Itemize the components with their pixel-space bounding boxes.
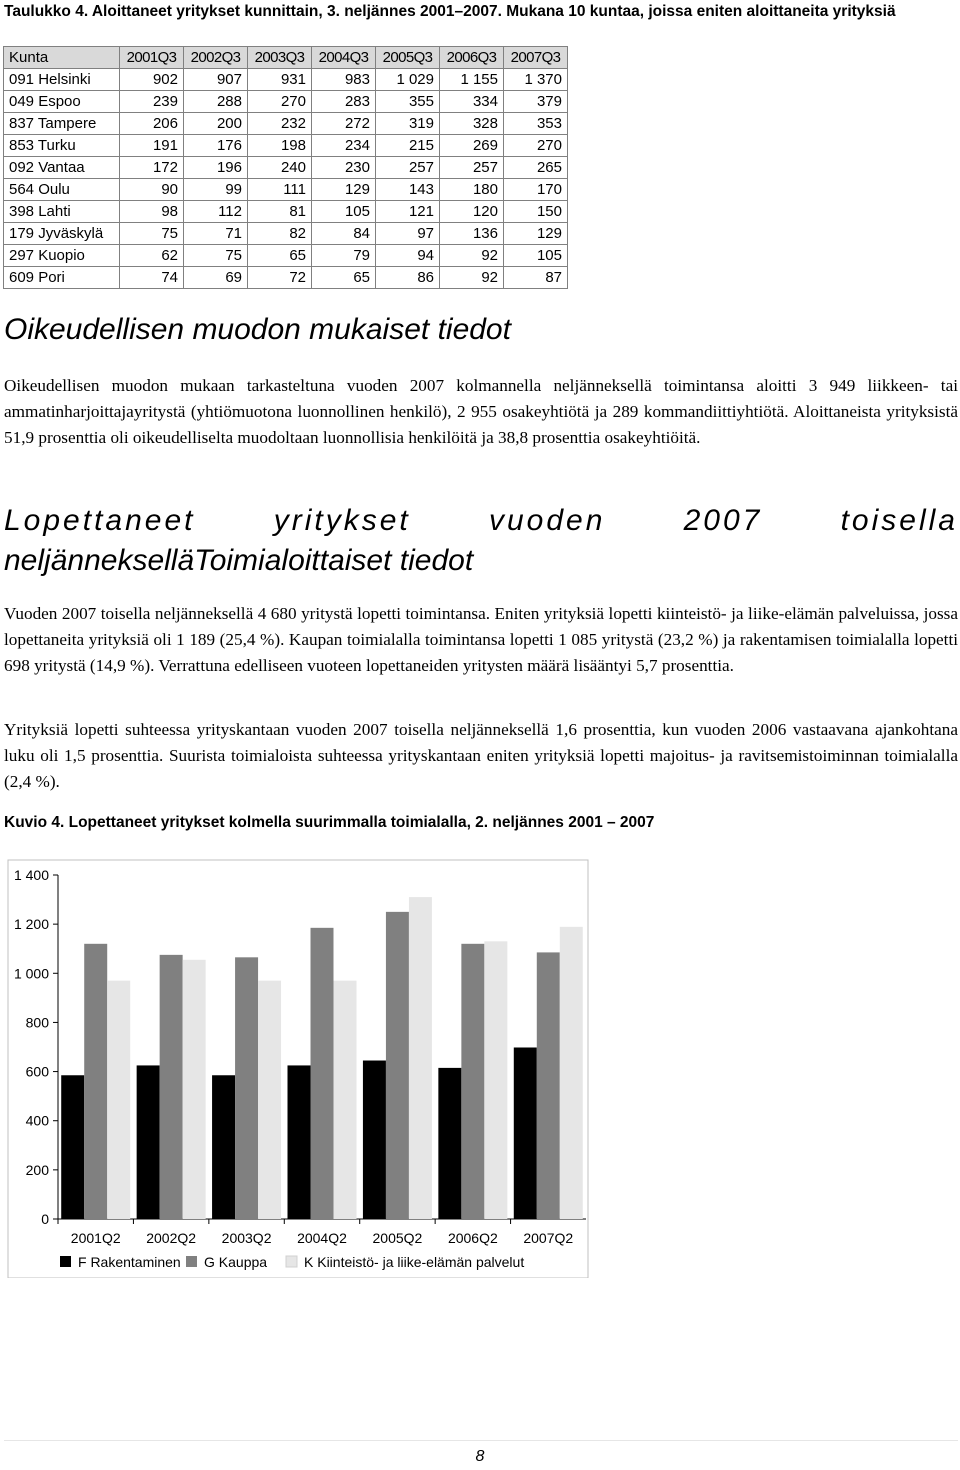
bar-real-estate-business bbox=[107, 981, 130, 1219]
value-cell: 257 bbox=[376, 157, 440, 179]
bar-real-estate-business bbox=[183, 960, 206, 1219]
municipality-cell: 609 Pori bbox=[4, 267, 120, 289]
value-cell: 170 bbox=[504, 179, 568, 201]
value-cell: 111 bbox=[248, 179, 312, 201]
value-cell: 319 bbox=[376, 113, 440, 135]
page-number: 8 bbox=[475, 1448, 485, 1465]
municipality-cell: 853 Turku bbox=[4, 135, 120, 157]
value-cell: 232 bbox=[248, 113, 312, 135]
value-cell: 92 bbox=[440, 245, 504, 267]
value-cell: 931 bbox=[248, 69, 312, 91]
x-tick-label: 2002Q2 bbox=[146, 1230, 197, 1246]
y-tick-label: 200 bbox=[25, 1161, 49, 1178]
value-cell: 353 bbox=[504, 113, 568, 135]
value-cell: 94 bbox=[376, 245, 440, 267]
column-header: 2005Q3 bbox=[376, 47, 440, 69]
bar-real-estate-business bbox=[409, 897, 432, 1219]
value-cell: 1 370 bbox=[504, 69, 568, 91]
value-cell: 200 bbox=[184, 113, 248, 135]
value-cell: 240 bbox=[248, 157, 312, 179]
value-cell: 112 bbox=[184, 201, 248, 223]
value-cell: 1 029 bbox=[376, 69, 440, 91]
value-cell: 257 bbox=[440, 157, 504, 179]
value-cell: 97 bbox=[376, 223, 440, 245]
value-cell: 65 bbox=[312, 267, 376, 289]
municipality-cell: 837 Tampere bbox=[4, 113, 120, 135]
y-tick-label: 1 200 bbox=[13, 916, 49, 933]
column-header: 2004Q3 bbox=[312, 47, 376, 69]
section-heading-closed-line1: Lopettaneet yritykset vuoden 2007 toisella bbox=[4, 504, 958, 537]
value-cell: 379 bbox=[504, 91, 568, 113]
value-cell: 328 bbox=[440, 113, 504, 135]
section-heading-legal-form: Oikeudellisen muodon mukaiset tiedot bbox=[4, 313, 511, 346]
value-cell: 283 bbox=[312, 91, 376, 113]
bar-real-estate-business bbox=[258, 981, 281, 1219]
x-tick-label: 2004Q2 bbox=[297, 1230, 347, 1246]
value-cell: 206 bbox=[120, 113, 184, 135]
value-cell: 86 bbox=[376, 267, 440, 289]
section-heading-closed-line2: neljännekselläToimialoittaiset tiedot bbox=[4, 544, 474, 577]
y-tick-label: 1 400 bbox=[13, 867, 49, 883]
value-cell: 239 bbox=[120, 91, 184, 113]
municipality-cell: 564 Oulu bbox=[4, 179, 120, 201]
bar-trade bbox=[386, 912, 409, 1219]
bar-construction bbox=[514, 1047, 537, 1219]
municipality-cell: 092 Vantaa bbox=[4, 157, 120, 179]
column-header: 2007Q3 bbox=[504, 47, 568, 69]
table-body bbox=[4, 69, 568, 289]
bar-trade bbox=[461, 944, 484, 1219]
value-cell: 69 bbox=[184, 267, 248, 289]
value-cell: 99 bbox=[184, 179, 248, 201]
paragraph-closed-1 bbox=[4, 601, 958, 679]
column-header: 2003Q3 bbox=[248, 47, 312, 69]
paragraph-text: Yrityksiä lopetti suhteessa yrityskantaan vuoden 2007 toisella neljänneksellä 1,6 prosenttia, kun vuoden 2006 vastaavana ajankohtana luku oli 1,5 prosenttia. Suurista toimialoista suhteessa yrityskantaan eniten yrityksiä lopetti majoitus- ja ravitsemistoiminnan toimialalla (2,4 %). bbox=[4, 720, 958, 791]
value-cell: 150 bbox=[504, 201, 568, 223]
bar-trade bbox=[160, 955, 183, 1219]
value-cell: 71 bbox=[184, 223, 248, 245]
value-cell: 79 bbox=[312, 245, 376, 267]
value-cell: 121 bbox=[376, 201, 440, 223]
value-cell: 355 bbox=[376, 91, 440, 113]
legend-label: F Rakentaminen bbox=[78, 1254, 181, 1270]
table-row bbox=[4, 179, 568, 201]
legend-label: G Kauppa bbox=[204, 1254, 268, 1270]
bar-construction bbox=[288, 1065, 311, 1219]
value-cell: 98 bbox=[120, 201, 184, 223]
value-cell: 1 155 bbox=[440, 69, 504, 91]
value-cell: 198 bbox=[248, 135, 312, 157]
legend-swatch bbox=[60, 1256, 71, 1267]
value-cell: 87 bbox=[504, 267, 568, 289]
table-row bbox=[4, 157, 568, 179]
municipality-table bbox=[3, 46, 568, 289]
value-cell: 288 bbox=[184, 91, 248, 113]
table-row bbox=[4, 135, 568, 157]
x-tick-label: 2003Q2 bbox=[221, 1230, 272, 1246]
value-cell: 81 bbox=[248, 201, 312, 223]
paragraph-text: Vuoden 2007 toisella neljänneksellä 4 680 yritystä lopetti toimintansa. Eniten yrityksiä lopetti kiinteistö- ja liike-elämän palveluissa, jossa lopettaneita yrityksiä oli 1 189 (25,4 %). Kaupan toimialalla toimintansa lopetti 1 085 yritystä (23,2 %) ja rakentamisen toimialalla lopetti 698 yritystä (14,9 %). Verrattuna edelliseen vuoteen lopettaneiden yritysten määrä lisääntyi 5,7 prosenttia. bbox=[4, 604, 958, 675]
y-tick-label: 800 bbox=[25, 1014, 49, 1031]
bar-real-estate-business bbox=[484, 941, 507, 1219]
value-cell: 230 bbox=[312, 157, 376, 179]
value-cell: 265 bbox=[504, 157, 568, 179]
value-cell: 62 bbox=[120, 245, 184, 267]
value-cell: 191 bbox=[120, 135, 184, 157]
bar-real-estate-business bbox=[560, 927, 583, 1219]
value-cell: 136 bbox=[440, 223, 504, 245]
y-tick-label: 1 000 bbox=[13, 965, 49, 982]
table-row bbox=[4, 245, 568, 267]
table-row bbox=[4, 91, 568, 113]
table-row bbox=[4, 113, 568, 135]
value-cell: 75 bbox=[120, 223, 184, 245]
column-header: Kunta bbox=[4, 47, 120, 69]
column-header: 2002Q3 bbox=[184, 47, 248, 69]
value-cell: 65 bbox=[248, 245, 312, 267]
table-row bbox=[4, 201, 568, 223]
table-row bbox=[4, 223, 568, 245]
bar-construction bbox=[363, 1061, 386, 1219]
paragraph-legal-form bbox=[4, 373, 958, 451]
value-cell: 272 bbox=[312, 113, 376, 135]
value-cell: 983 bbox=[312, 69, 376, 91]
value-cell: 129 bbox=[504, 223, 568, 245]
value-cell: 82 bbox=[248, 223, 312, 245]
closed-companies-bar-chart bbox=[0, 838, 960, 1278]
value-cell: 74 bbox=[120, 267, 184, 289]
value-cell: 84 bbox=[312, 223, 376, 245]
value-cell: 143 bbox=[376, 179, 440, 201]
page-footer-rule bbox=[4, 1440, 958, 1441]
column-header: 2006Q3 bbox=[440, 47, 504, 69]
municipality-cell: 091 Helsinki bbox=[4, 69, 120, 91]
value-cell: 269 bbox=[440, 135, 504, 157]
value-cell: 334 bbox=[440, 91, 504, 113]
value-cell: 172 bbox=[120, 157, 184, 179]
legend-swatch bbox=[186, 1256, 197, 1267]
value-cell: 180 bbox=[440, 179, 504, 201]
bar-trade bbox=[235, 957, 258, 1219]
figure-caption: Kuvio 4. Lopettaneet yritykset kolmella suurimmalla toimialalla, 2. neljännes 2001 – 2007 bbox=[4, 814, 655, 831]
municipality-cell: 297 Kuopio bbox=[4, 245, 120, 267]
bar-real-estate-business bbox=[334, 981, 357, 1219]
municipality-cell: 398 Lahti bbox=[4, 201, 120, 223]
column-header: 2001Q3 bbox=[120, 47, 184, 69]
value-cell: 129 bbox=[312, 179, 376, 201]
value-cell: 72 bbox=[248, 267, 312, 289]
y-tick-label: 400 bbox=[25, 1112, 49, 1129]
value-cell: 105 bbox=[312, 201, 376, 223]
y-tick-label: 0 bbox=[41, 1211, 49, 1227]
table-caption: Taulukko 4. Aloittaneet yritykset kunnittain, 3. neljännes 2001–2007. Mukana 10 kuntaa, joissa eniten aloittaneita yrityksiä bbox=[4, 3, 896, 20]
value-cell: 270 bbox=[248, 91, 312, 113]
bar-construction bbox=[212, 1075, 235, 1219]
municipality-cell: 179 Jyväskylä bbox=[4, 223, 120, 245]
value-cell: 176 bbox=[184, 135, 248, 157]
municipality-cell: 049 Espoo bbox=[4, 91, 120, 113]
bar-trade bbox=[311, 928, 334, 1219]
value-cell: 90 bbox=[120, 179, 184, 201]
bar-trade bbox=[537, 952, 560, 1219]
value-cell: 196 bbox=[184, 157, 248, 179]
table-row bbox=[4, 69, 568, 91]
value-cell: 907 bbox=[184, 69, 248, 91]
y-tick-label: 600 bbox=[25, 1063, 49, 1080]
x-tick-label: 2001Q2 bbox=[70, 1230, 121, 1246]
paragraph-text: Oikeudellisen muodon mukaan tarkasteltuna vuoden 2007 kolmannella neljänneksellä toimintansa aloitti 3 949 liikkeen- tai ammatinharjoittajayritystä (yhtiömuotona luonnollinen henkilö), 2 955 osakeyhtiötä ja 289 kommandiittiyhtiötä. Aloittaneista yrityksistä 51,9 prosenttia oli oikeudelliselta muodoltaan luonnollisia henkilöitä ja 38,8 prosenttia osakeyhtiöitä. bbox=[4, 376, 958, 447]
value-cell: 234 bbox=[312, 135, 376, 157]
x-tick-label: 2007Q2 bbox=[523, 1230, 574, 1246]
value-cell: 270 bbox=[504, 135, 568, 157]
x-tick-label: 2006Q2 bbox=[447, 1230, 498, 1246]
bar-trade bbox=[84, 944, 107, 1219]
paragraph-closed-2 bbox=[4, 717, 958, 795]
value-cell: 105 bbox=[504, 245, 568, 267]
bar-construction bbox=[438, 1068, 461, 1219]
value-cell: 215 bbox=[376, 135, 440, 157]
table-header-row bbox=[4, 47, 568, 69]
value-cell: 92 bbox=[440, 267, 504, 289]
x-tick-label: 2005Q2 bbox=[372, 1230, 423, 1246]
table-row bbox=[4, 267, 568, 289]
legend-swatch bbox=[286, 1256, 297, 1267]
bar-construction bbox=[61, 1075, 84, 1219]
value-cell: 75 bbox=[184, 245, 248, 267]
legend-label: K Kiinteistö- ja liike-elämän palvelut bbox=[304, 1254, 525, 1270]
value-cell: 120 bbox=[440, 201, 504, 223]
value-cell: 902 bbox=[120, 69, 184, 91]
bar-construction bbox=[137, 1065, 160, 1219]
